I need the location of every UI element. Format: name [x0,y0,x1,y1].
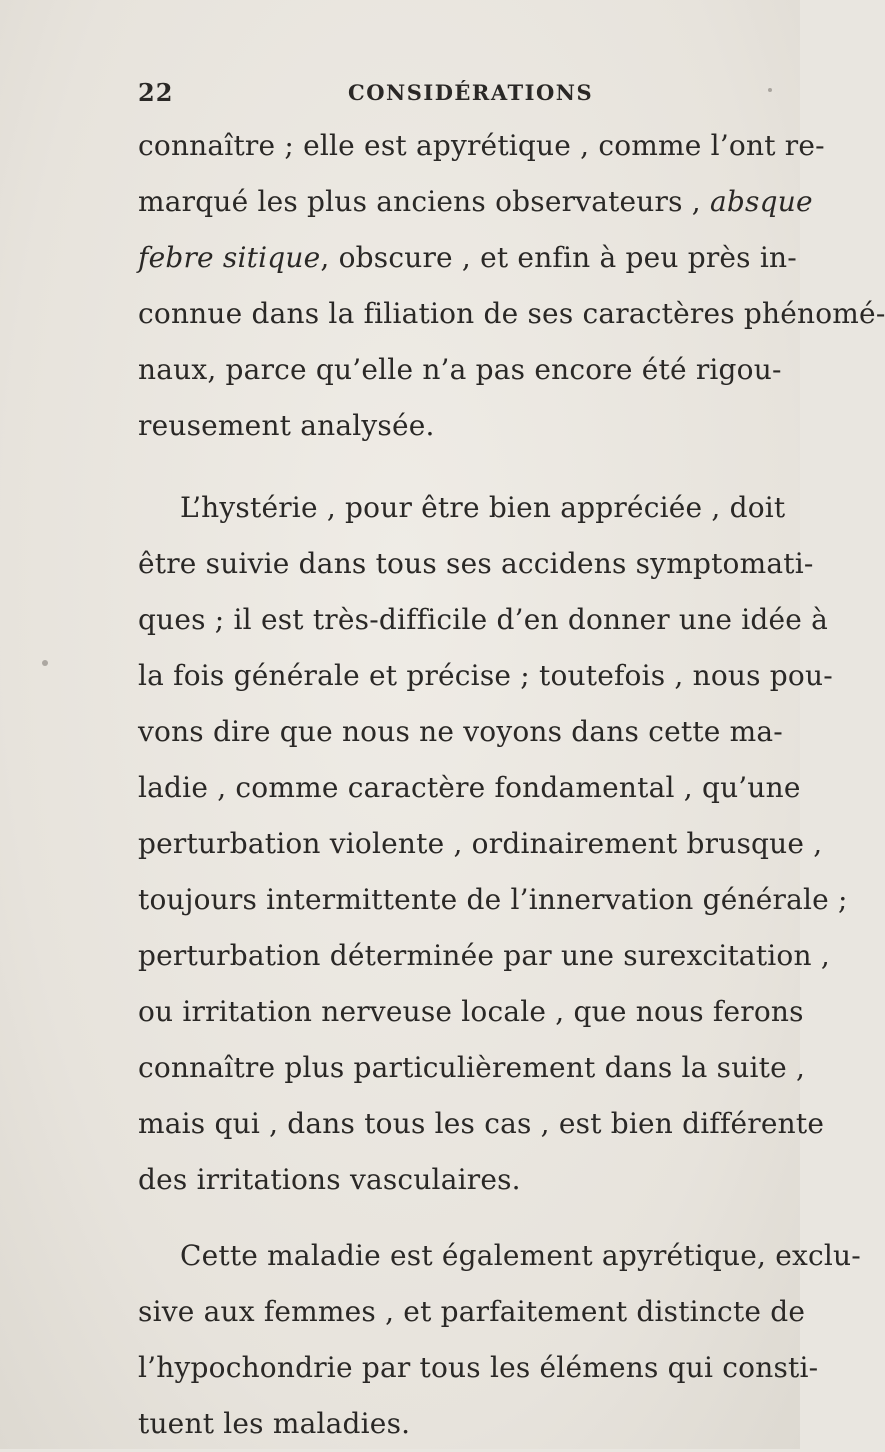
text-line: tuent les maladies. [138,1407,411,1440]
paper-speck [42,660,48,666]
paragraph-gap [138,454,748,480]
text-line: perturbation déterminée par une surexcitation , [138,939,830,972]
text-line: marqué les plus anciens observateurs , absque [138,185,813,218]
text-line: des irritations vasculaires. [138,1163,521,1196]
text-line: être suivie dans tous ses accidens symptomati- [138,547,814,580]
text-line: naux, parce qu’elle n’a pas encore été rigou- [138,353,782,386]
latin-phrase: absque [710,185,813,218]
text-line: reusement analysée. [138,409,435,442]
text-line: connaître plus particulièrement dans la suite , [138,1051,806,1084]
paragraph-1 [138,118,885,454]
latin-phrase: febre sitique [138,241,321,274]
page-header [138,78,748,108]
running-head: CONSIDÉRATIONS [348,80,594,105]
paragraph-2 [138,480,848,1208]
text-line: ques ; il est très-difficile d’en donner une idée à [138,603,829,636]
text-line: Cette maladie est également apyrétique, exclu- [180,1239,861,1272]
text-line: ou irritation nerveuse locale , que nous ferons [138,995,804,1028]
page-number: 22 [138,78,174,107]
text-line: perturbation violente , ordinairement brusque , [138,827,823,860]
body-text [138,118,885,1452]
text-line: la fois générale et précise ; toutefois , nous pou- [138,659,833,692]
text-line: ladie , comme caractère fondamental , qu’une [138,771,801,804]
text-line: l’hypochondrie par tous les élémens qui consti- [138,1351,819,1384]
text-line: sive aux femmes , et parfaitement distincte de [138,1295,806,1328]
text-line: connue dans la filiation de ses caractères phénomé- [138,297,885,330]
text-line: L’hystérie , pour être bien appréciée , doit [180,491,786,524]
text-line: toujours intermittente de l’innervation générale ; [138,883,848,916]
text-line: connaître ; elle est apyrétique , comme l’ont re- [138,129,825,162]
text-line: mais qui , dans tous les cas , est bien différente [138,1107,825,1140]
text-line: febre sitique, obscure , et enfin à peu près in- [138,241,797,274]
text-line: vons dire que nous ne voyons dans cette ma- [138,715,783,748]
paragraph-3 [138,1228,861,1452]
paragraph-gap [138,1208,748,1228]
paper-speck [768,88,772,92]
